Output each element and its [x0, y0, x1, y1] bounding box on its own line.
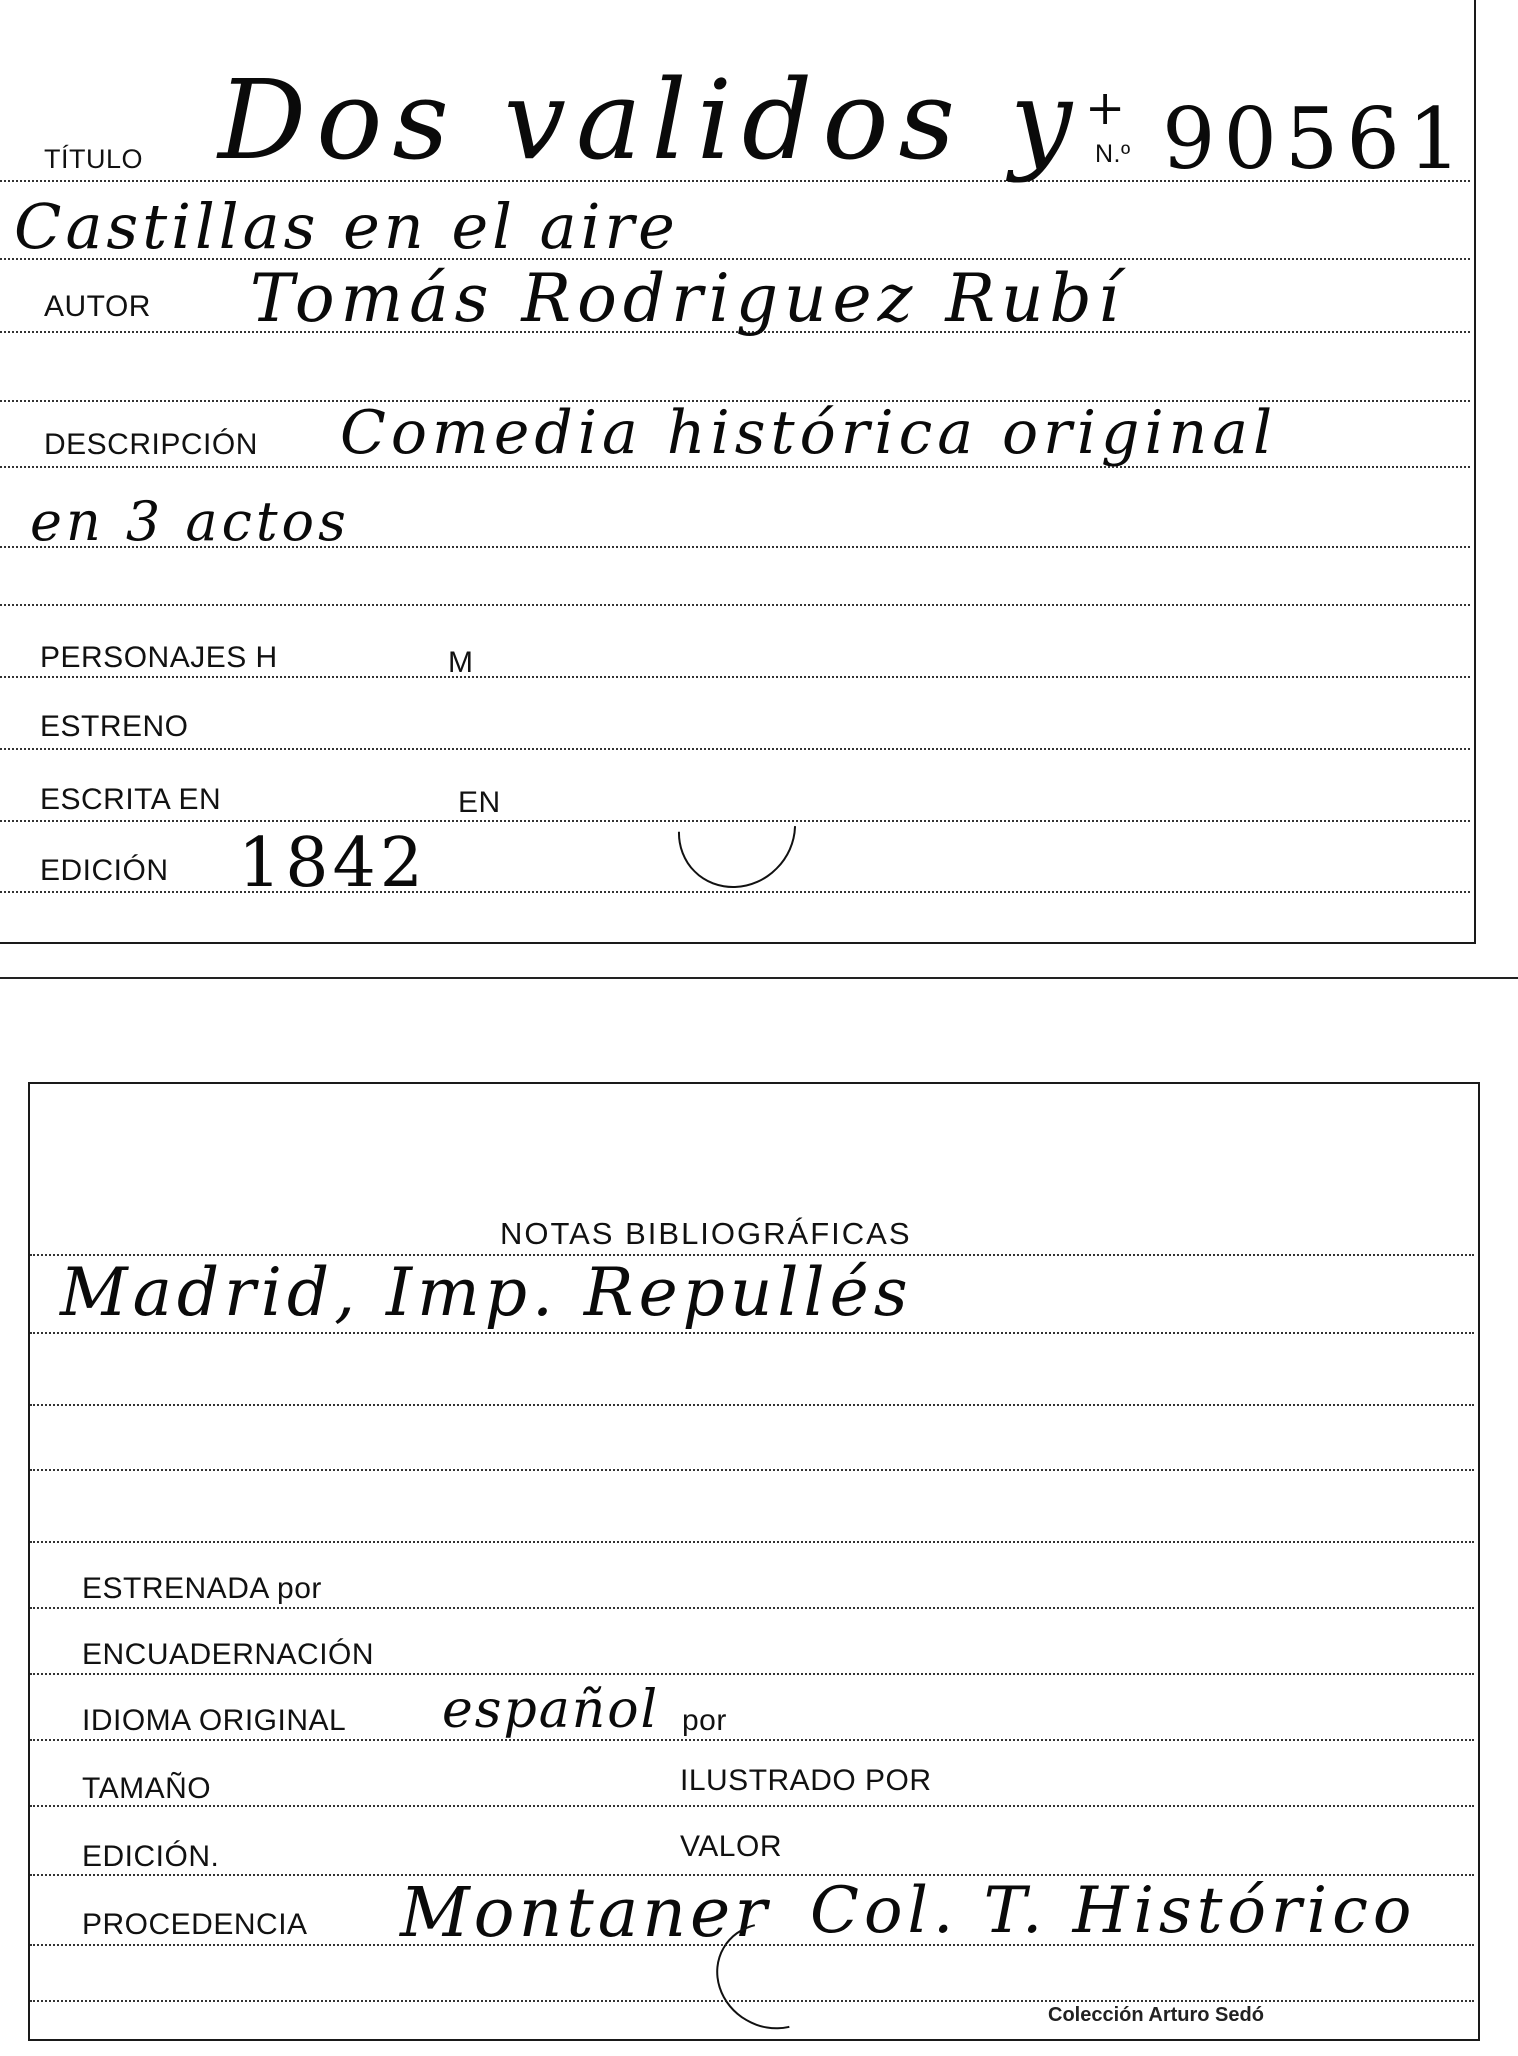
- rule-notas-2: [30, 1332, 1474, 1334]
- autor-label: AUTOR: [44, 290, 151, 323]
- rule-encuadernacion: [30, 1673, 1474, 1675]
- escrita-en-label: ESCRITA EN: [40, 783, 222, 816]
- titulo-continuation: Castillas en el aire: [14, 190, 679, 263]
- estreno-label: ESTRENO: [40, 710, 189, 743]
- rule-idioma: [30, 1739, 1474, 1741]
- edicion-label: EDICIÓN: [40, 854, 169, 887]
- punch-hole-circle: [654, 746, 821, 913]
- coleccion-value: Col. T. Histórico: [810, 1874, 1417, 1948]
- estrenada-label: ESTRENADA por: [82, 1572, 322, 1605]
- card-divider: [0, 977, 1518, 979]
- rule-tamano: [30, 1805, 1474, 1807]
- numero-value: 90561: [1162, 90, 1470, 188]
- personajes-label: PERSONAJES H: [40, 641, 278, 674]
- notas-label: NOTAS BIBLIOGRÁFICAS: [500, 1216, 912, 1251]
- titulo-label: TÍTULO: [44, 144, 144, 174]
- procedencia-value: Montaner: [400, 1874, 771, 1953]
- ilustrado-label: ILUSTRADO POR: [680, 1764, 932, 1797]
- rule-notas-4: [30, 1469, 1474, 1471]
- edicion-value: 1842: [238, 824, 428, 903]
- procedencia-label: PROCEDENCIA: [82, 1908, 308, 1941]
- personajes-m-label: M: [448, 646, 474, 679]
- idioma-value: español: [442, 1680, 660, 1740]
- encuadernacion-label: ENCUADERNACIÓN: [82, 1638, 375, 1671]
- tamano-label: TAMAÑO: [82, 1772, 212, 1805]
- back-card: [28, 1082, 1480, 2041]
- rule-estreno: [0, 748, 1470, 750]
- valor-label: VALOR: [680, 1830, 782, 1863]
- footer-printed: Colección Arturo Sedó: [1048, 2004, 1264, 2026]
- descripcion-value-line1: Comedia histórica original: [340, 398, 1278, 468]
- titulo-value: Dos validos y: [218, 56, 1083, 184]
- escrita-en2-label: EN: [458, 786, 501, 819]
- descripcion-label: DESCRIPCIÓN: [44, 428, 258, 461]
- idioma-label: IDIOMA ORIGINAL: [82, 1704, 347, 1737]
- numero-mark: +: [1085, 80, 1128, 136]
- rule-edicion: [0, 891, 1470, 893]
- notas-value: Madrid, Imp. Repullés: [60, 1254, 913, 1331]
- rule-blank: [0, 604, 1470, 606]
- numero-label: N.º: [1095, 140, 1131, 168]
- autor-value: Tomás Rodriguez Rubí: [250, 260, 1125, 337]
- rule-personajes: [0, 676, 1470, 678]
- front-card: [0, 0, 1476, 944]
- idioma-por-label: por: [682, 1704, 727, 1737]
- rule-notas-3: [30, 1404, 1474, 1406]
- descripcion-value-line2: en 3 actos: [30, 490, 350, 553]
- edicion-back-label: EDICIÓN.: [82, 1840, 220, 1873]
- rule-estrenada: [30, 1607, 1474, 1609]
- rule-blank-2: [30, 1541, 1474, 1543]
